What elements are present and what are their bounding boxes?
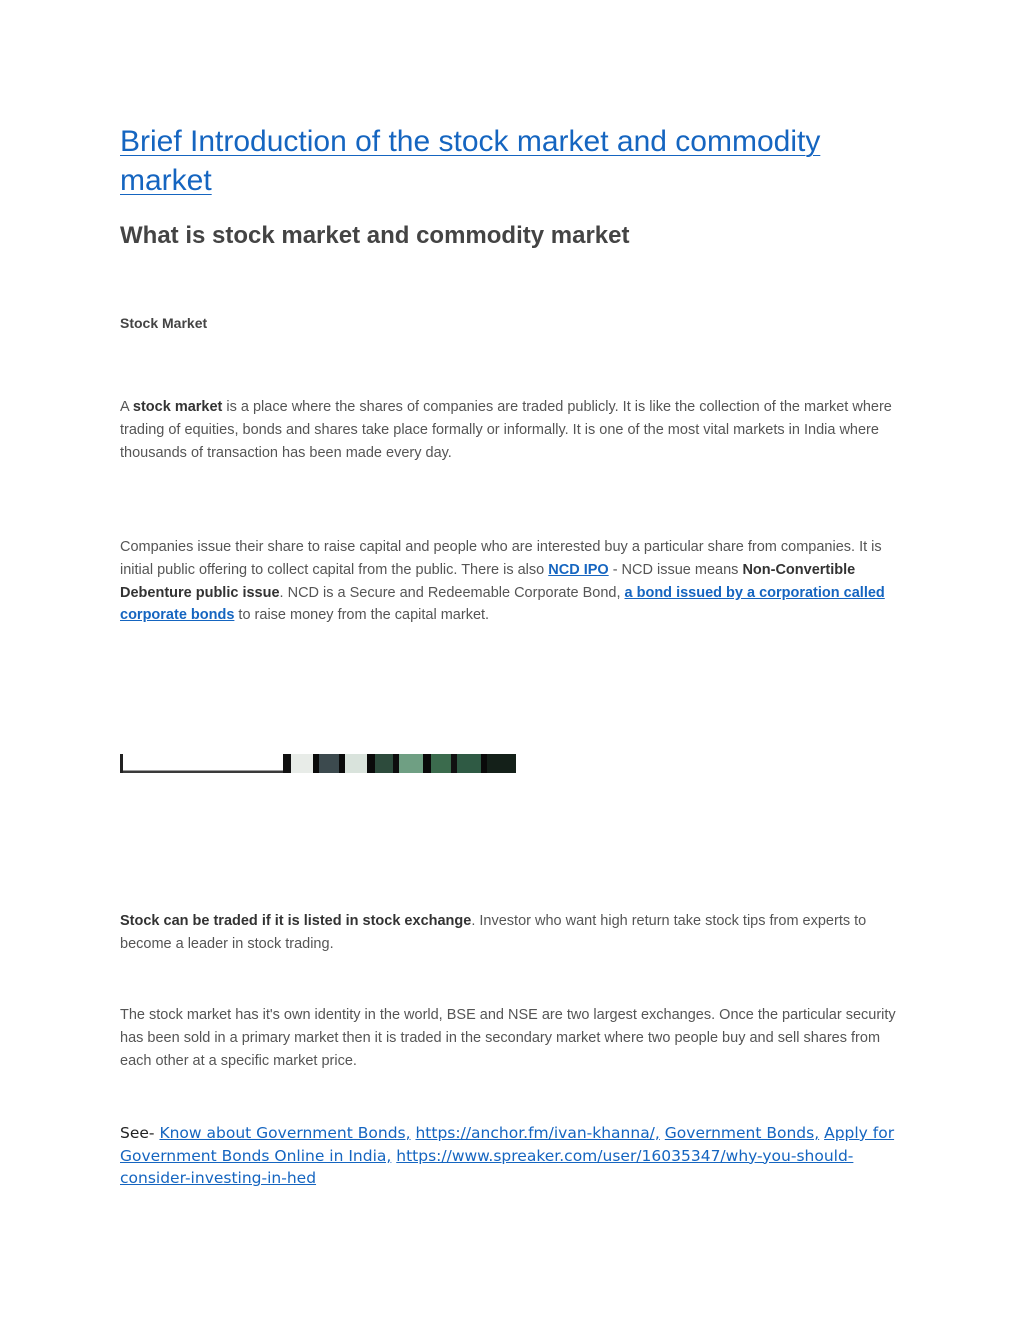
page-title[interactable]: Brief Introduction of the stock market and commodity market bbox=[120, 125, 821, 197]
paragraph-companies-issue bbox=[120, 536, 905, 627]
paragraph-stock-market-definition bbox=[120, 396, 905, 464]
paragraph-stock-traded bbox=[120, 910, 905, 956]
corporate-bonds-link[interactable]: a bond issued by a corporation called corporate bonds bbox=[120, 584, 885, 624]
anchor-fm-link[interactable]: https://anchor.fm/ivan-khanna/, bbox=[415, 1124, 660, 1142]
text-run: Companies issue their share to raise capital and people who are interested buy a particular share from companies. It is initial public offering to collect capital from the public. There is also bbox=[120, 539, 882, 578]
text-run: is a place where the shares of companies are traded publicly. It is like the collection of the market where trading of equities, bonds and shares take place formally or informally. It is one of the most vital markets in India where thousands of transaction has been made every day. bbox=[120, 399, 892, 461]
bold-term: Stock can be traded if it is listed in stock exchange bbox=[120, 913, 472, 929]
text-run: A bbox=[120, 399, 133, 415]
government-bonds-link[interactable]: Government Bonds, bbox=[664, 1124, 820, 1142]
section-heading-stock-market: Stock Market bbox=[120, 315, 208, 331]
government-bonds-info-link[interactable]: Know about Government Bonds, bbox=[159, 1124, 411, 1142]
text-run: . Investor who want high return take stock tips from experts to become a leader in stock trading. bbox=[120, 913, 867, 952]
bold-term: Non-Convertible Debenture public issue bbox=[120, 561, 856, 601]
ncd-ipo-link[interactable]: NCD IPO bbox=[548, 561, 609, 578]
subtitle-heading: What is stock market and commodity market bbox=[120, 222, 630, 249]
spreaker-link[interactable]: https://www.spreaker.com/user/16035347/why-you-should-consider-investing-in-hed bbox=[120, 1146, 854, 1187]
paragraph-stock-identity bbox=[120, 1004, 905, 1072]
text-run: - NCD issue means bbox=[608, 561, 743, 578]
bold-term: stock market bbox=[132, 399, 223, 415]
text-run: . NCD is a Secure and Redeemable Corporate Bond, bbox=[279, 584, 625, 601]
text-run: The stock market has it's own identity in the world, BSE and NSE are two largest exchanges. Once the particular security has been sold in a primary market then it is traded in the secondary market where two people buy and sell shares from each other at a specific market price. bbox=[120, 1007, 896, 1069]
see-also-links bbox=[120, 1122, 910, 1190]
stock-ticker-image bbox=[120, 754, 522, 773]
apply-government-bonds-link[interactable]: Apply for Government Bonds Online in India, bbox=[120, 1124, 895, 1165]
see-prefix: See- bbox=[120, 1124, 160, 1142]
text-run: to raise money from the capital market. bbox=[234, 607, 490, 624]
